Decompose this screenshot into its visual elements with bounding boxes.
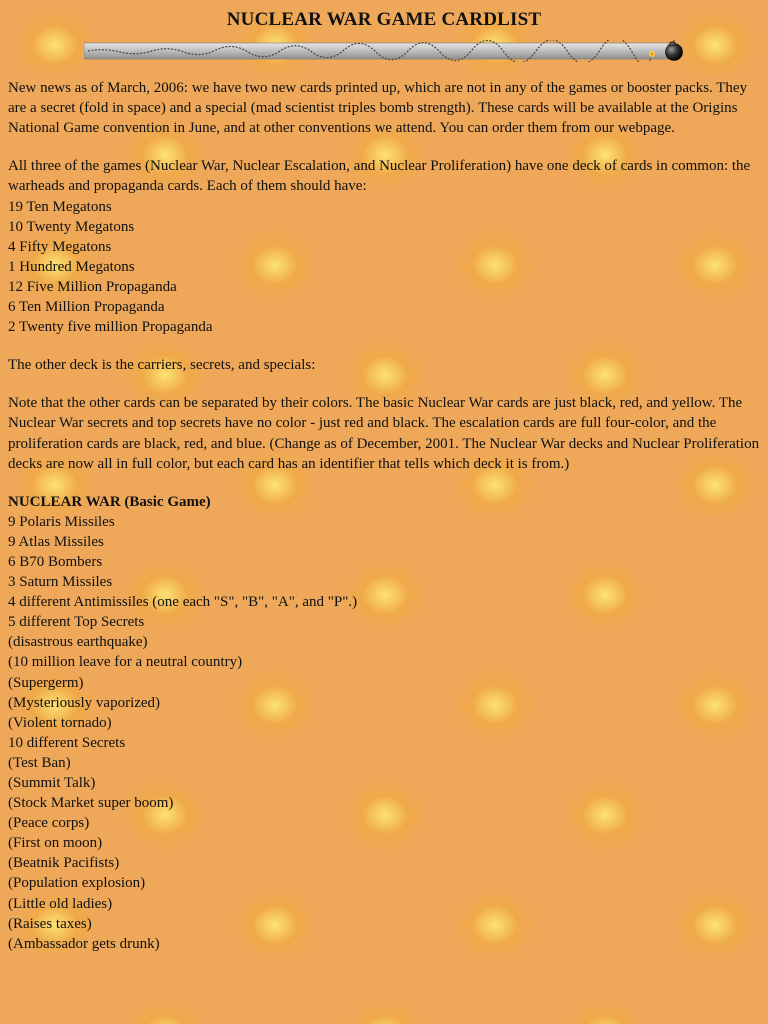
bomb-fuse-divider bbox=[84, 40, 684, 62]
list-item: 9 Atlas Missiles bbox=[8, 533, 104, 550]
page-title: NUCLEAR WAR GAME CARDLIST bbox=[226, 9, 542, 30]
list-item: 6 Ten Million Propaganda bbox=[8, 299, 165, 316]
list-item: 4 different Antimissiles (one each "S", "B", "A", and "P".) bbox=[8, 594, 358, 611]
list-item: (Stock Market super boom) bbox=[8, 795, 174, 812]
list-item: 10 different Secrets bbox=[8, 734, 126, 751]
news-paragraph: New news as of March, 2006: we have two new cards printed up, which are not in any of the games or booster packs. They are a secret (fold in space) and a special (mad scientist triples bomb strength). These cards will be available at the Origins National Game convention in June, and at other conventions we attend. You can order them from our webpage. bbox=[8, 80, 748, 137]
list-item: (10 million leave for a neutral country) bbox=[8, 654, 243, 671]
list-item: (Beatnik Pacifists) bbox=[8, 855, 120, 872]
other-deck-paragraph: The other deck is the carriers, secrets, and specials: bbox=[8, 357, 316, 374]
basic-game-card-list bbox=[8, 512, 760, 954]
list-item: (Test Ban) bbox=[8, 754, 71, 771]
common-deck-intro: All three of the games (Nuclear War, Nuclear Escalation, and Nuclear Proliferation) have one deck of cards in common: the warheads and propaganda cards. Each of them should have: bbox=[8, 158, 751, 195]
list-item: (Mysteriously vaporized) bbox=[8, 694, 161, 711]
list-item: (Population explosion) bbox=[8, 875, 146, 892]
list-item: 6 B70 Bombers bbox=[8, 553, 103, 570]
list-item: (Supergerm) bbox=[8, 674, 84, 691]
list-item: 10 Twenty Megatons bbox=[8, 218, 135, 235]
list-item: (Summit Talk) bbox=[8, 775, 96, 791]
list-item: (Ambassador gets drunk) bbox=[8, 935, 160, 952]
list-item: 1 Hundred Megatons bbox=[8, 258, 135, 275]
common-card-list bbox=[8, 197, 760, 338]
bomb-fuse-icon bbox=[84, 40, 684, 62]
list-item: 12 Five Million Propaganda bbox=[8, 278, 177, 295]
list-item: 4 Fifty Megatons bbox=[8, 238, 112, 255]
list-item: (Little old ladies) bbox=[8, 895, 113, 912]
list-item: (Raises taxes) bbox=[8, 915, 92, 932]
list-item: 9 Polaris Missiles bbox=[8, 513, 115, 530]
list-item: 19 Ten Megatons bbox=[8, 198, 112, 215]
section-heading: NUCLEAR WAR (Basic Game) bbox=[8, 493, 211, 510]
basic-game-section bbox=[8, 492, 760, 954]
list-item: 2 Twenty five million Propaganda bbox=[8, 319, 213, 336]
list-item: (disastrous earthquake) bbox=[8, 634, 148, 651]
list-item: (First on moon) bbox=[8, 835, 103, 852]
list-item: (Violent tornado) bbox=[8, 714, 112, 731]
color-note-paragraph: Note that the other cards can be separated by their colors. The basic Nuclear War cards are just black, red, and yellow. The Nuclear War secrets and top secrets have no color - just red and black. The escalation cards are full four-color, and the proliferation cards are black, red, and blue. (Change as of December, 2001. The Nuclear War decks and Nuclear Proliferation decks are now all in full color, but each card has an identifier that tells which deck it is from.) bbox=[8, 395, 760, 472]
list-item: (Peace corps) bbox=[8, 815, 90, 832]
common-deck-section bbox=[8, 156, 760, 337]
list-item: 5 different Top Secrets bbox=[8, 614, 145, 631]
list-item: 3 Saturn Missiles bbox=[8, 574, 113, 591]
